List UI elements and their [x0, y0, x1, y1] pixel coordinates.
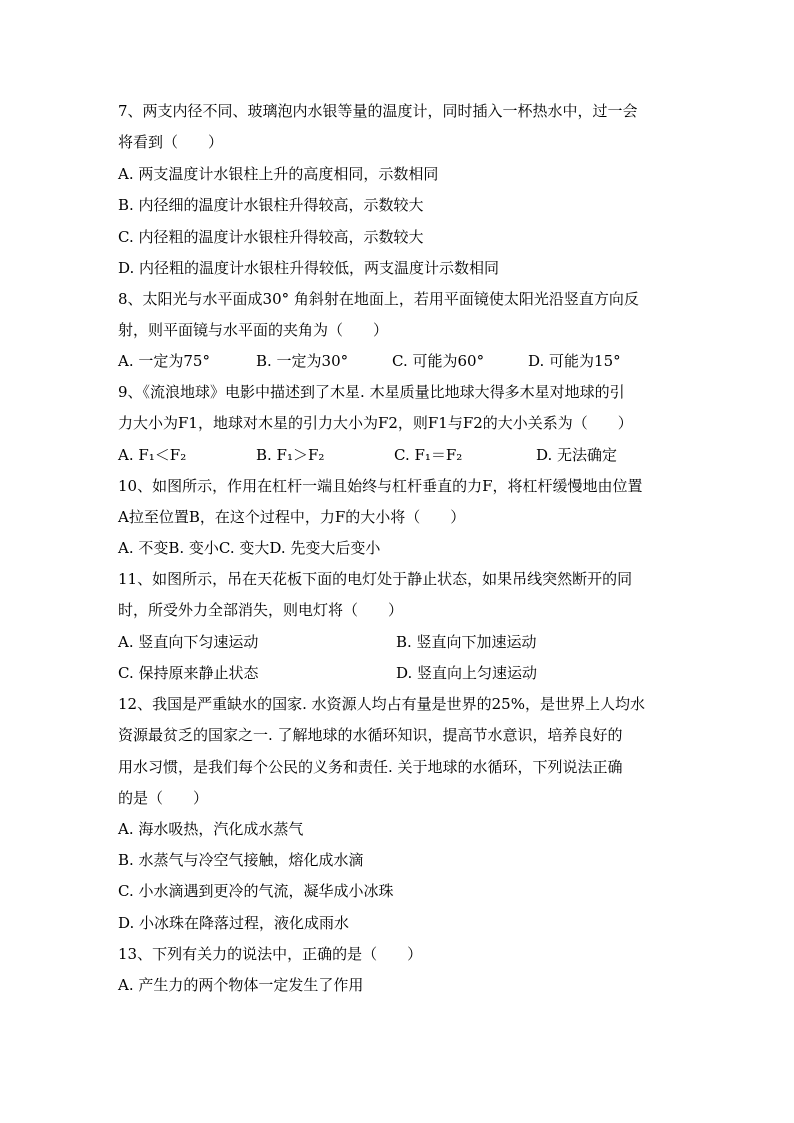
- q11-option-a: A. 竖直向下匀速运动: [118, 633, 259, 651]
- q7-option-b: B. 内径细的温度计水银柱升得较高，示数较大: [118, 196, 424, 214]
- q7-option-c: C. 内径粗的温度计水银柱升得较高，示数较大: [118, 228, 424, 246]
- q7-option-d: D. 内径粗的温度计水银柱升得较低，两支温度计示数相同: [118, 259, 500, 277]
- q7-stem-line2: 将看到（ ）: [118, 133, 224, 151]
- q13-option-a: A. 产生力的两个物体一定发生了作用: [118, 976, 364, 994]
- q9-option-d: D. 无法确定: [536, 446, 618, 464]
- q8-option-a: A. 一定为75°: [118, 352, 210, 370]
- q13-stem-line1: 13、下列有关力的说法中，正确的是（ ）: [118, 945, 423, 963]
- q8-option-c: C. 可能为60°: [392, 352, 485, 370]
- q12-stem-line4: 的是（ ）: [118, 789, 209, 807]
- q12-stem-line3: 用水习惯，是我们每个公民的义务和责任. 关于地球的水循环，下列说法正确: [118, 758, 623, 776]
- q8-stem-line1: 8、太阳光与水平面成30° 角斜射在地面上，若用平面镜使太阳光沿竖直方向反: [118, 290, 639, 308]
- q11-option-b: B. 竖直向下加速运动: [396, 633, 537, 651]
- q8-option-d: D. 可能为15°: [528, 352, 621, 370]
- q11-option-c: C. 保持原来静止状态: [118, 664, 259, 682]
- q9-stem-line2: 力大小为F1，地球对木星的引力大小为F2，则F1与F2的大小关系为（ ）: [118, 414, 633, 432]
- q11-option-d: D. 竖直向上匀速运动: [396, 664, 538, 682]
- q12-stem-line1: 12、我国是严重缺水的国家. 水资源人均占有量是世界的25%，是世界上人均水: [118, 695, 645, 713]
- q10-stem-line2: A拉至位置B，在这个过程中，力F的大小将（ ）: [118, 508, 466, 526]
- q9-option-c: C. F₁＝F₂: [394, 446, 463, 464]
- q10-options: A. 不变B. 变小C. 变大D. 先变大后变小: [118, 539, 381, 557]
- q11-stem-line2: 时，所受外力全部消失，则电灯将（ ）: [118, 601, 404, 619]
- q12-option-c: C. 小水滴遇到更冷的气流，凝华成小冰珠: [118, 882, 394, 900]
- q8-stem-line2: 射，则平面镜与水平面的夹角为（ ）: [118, 321, 389, 339]
- q8-option-b: B. 一定为30°: [256, 352, 349, 370]
- q11-stem-line1: 11、如图所示，吊在天花板下面的电灯处于静止状态，如果吊线突然断开的同: [118, 570, 633, 588]
- q10-stem-line1: 10、如图所示，作用在杠杆一端且始终与杠杆垂直的力F，将杠杆缓慢地由位置: [118, 477, 643, 495]
- q9-stem-line1: 9、《流浪地球》电影中描述到了木星. 木星质量比地球大得多木星对地球的引: [118, 383, 625, 401]
- q12-option-b: B. 水蒸气与冷空气接触，熔化成水滴: [118, 851, 364, 869]
- q9-option-a: A. F₁＜F₂: [118, 446, 187, 464]
- q12-stem-line2: 资源最贫乏的国家之一. 了解地球的水循环知识，提高节水意识，培养良好的: [118, 726, 623, 744]
- q7-option-a: A. 两支温度计水银柱上升的高度相同，示数相同: [118, 165, 439, 183]
- q12-option-a: A. 海水吸热，汽化成水蒸气: [118, 820, 304, 838]
- q7-stem-line1: 7、两支内径不同、玻璃泡内水银等量的温度计，同时插入一杯热水中，过一会: [118, 102, 638, 120]
- q9-option-b: B. F₁＞F₂: [256, 446, 325, 464]
- q12-option-d: D. 小冰珠在降落过程，液化成雨水: [118, 914, 350, 932]
